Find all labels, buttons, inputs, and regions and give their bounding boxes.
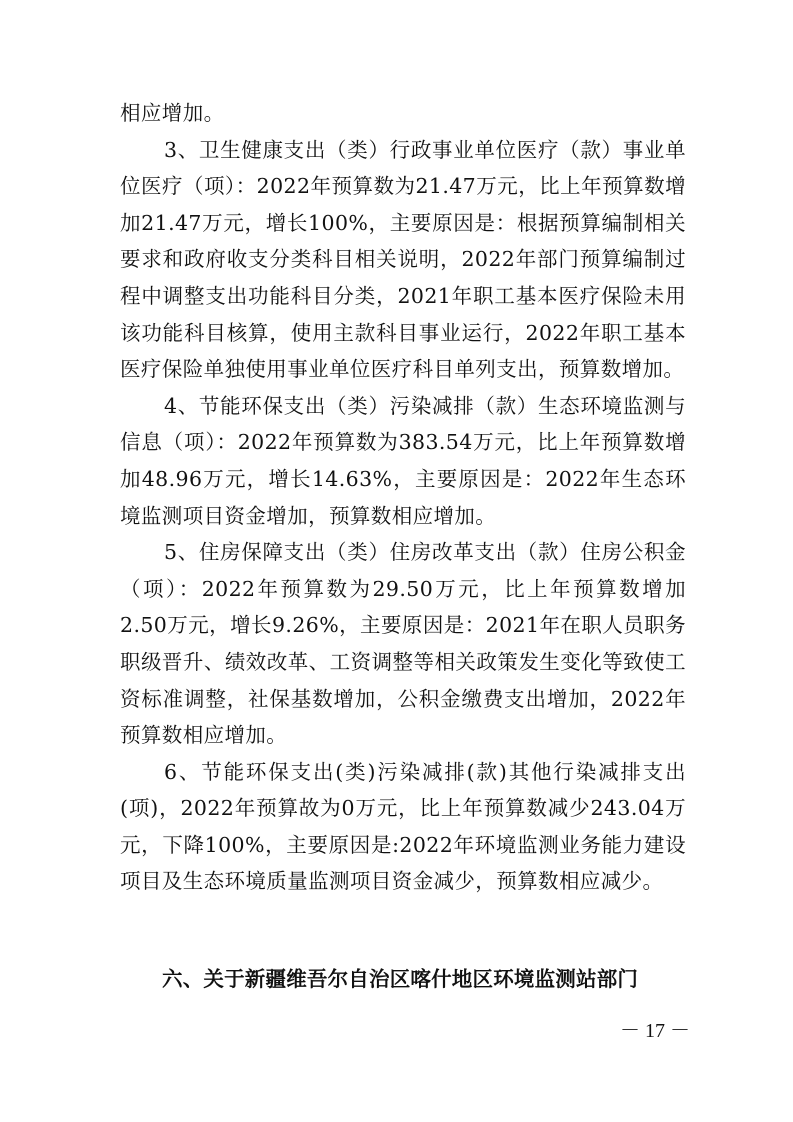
- paragraph-item-4: 4、节能环保支出（类）污染减排（款）生态环境监测与信息（项）：2022年预算数为383.54万元，比上年预算数增加48.96万元，增长14.63%，主要原因是：2022年生态环境监测项目资金增加，预算数相应增加。: [120, 393, 686, 528]
- paragraph-item-3: 3、卫生健康支出（类）行政事业单位医疗（款）事业单位医疗（项）：2022年预算数为21.47万元，比上年预算数增加21.47万元，增长100%，主要原因是：根据预算编制相关要求和政府收支分类科目相关说明，2022年部门预算编制过程中调整支出功能科目分类，2021年职工基本医疗保险未用该功能科目核算，使用主款科目事业运行，2022年职工基本医疗保险单独使用事业单位医疗科目单列支出，预算数增加。: [120, 137, 686, 382]
- section-heading: 六、关于新疆维吾尔自治区喀什地区环境监测站部门: [162, 967, 639, 991]
- body-text: [120, 95, 686, 900]
- paragraph-item-6: 6、节能环保支出(类)污染减排(款)其他行染减排支出(项)，2022年预算故为0万元，比上年预算数减少243.04万元，下降100%，主要原因是:2022年环境监测业务能力建设项目及生态环境质量监测项目资金减少，预算数相应减少。: [120, 759, 686, 894]
- paragraph-continuation: 相应增加。: [120, 101, 225, 125]
- page-number: － 17 －: [620, 1020, 690, 1042]
- paragraph-item-5: 5、住房保障支出（类）住房改革支出（款）住房公积金（项）：2022年预算数为29.50万元，比上年预算数增加2.50万元，增长9.26%，主要原因是：2021年在职人员职务职级晋升、绩效改革、工资调整等相关政策发生变化等致使工资标准调整，社保基数增加，公积金缴费支出增加，2022年预算数相应增加。: [120, 540, 686, 748]
